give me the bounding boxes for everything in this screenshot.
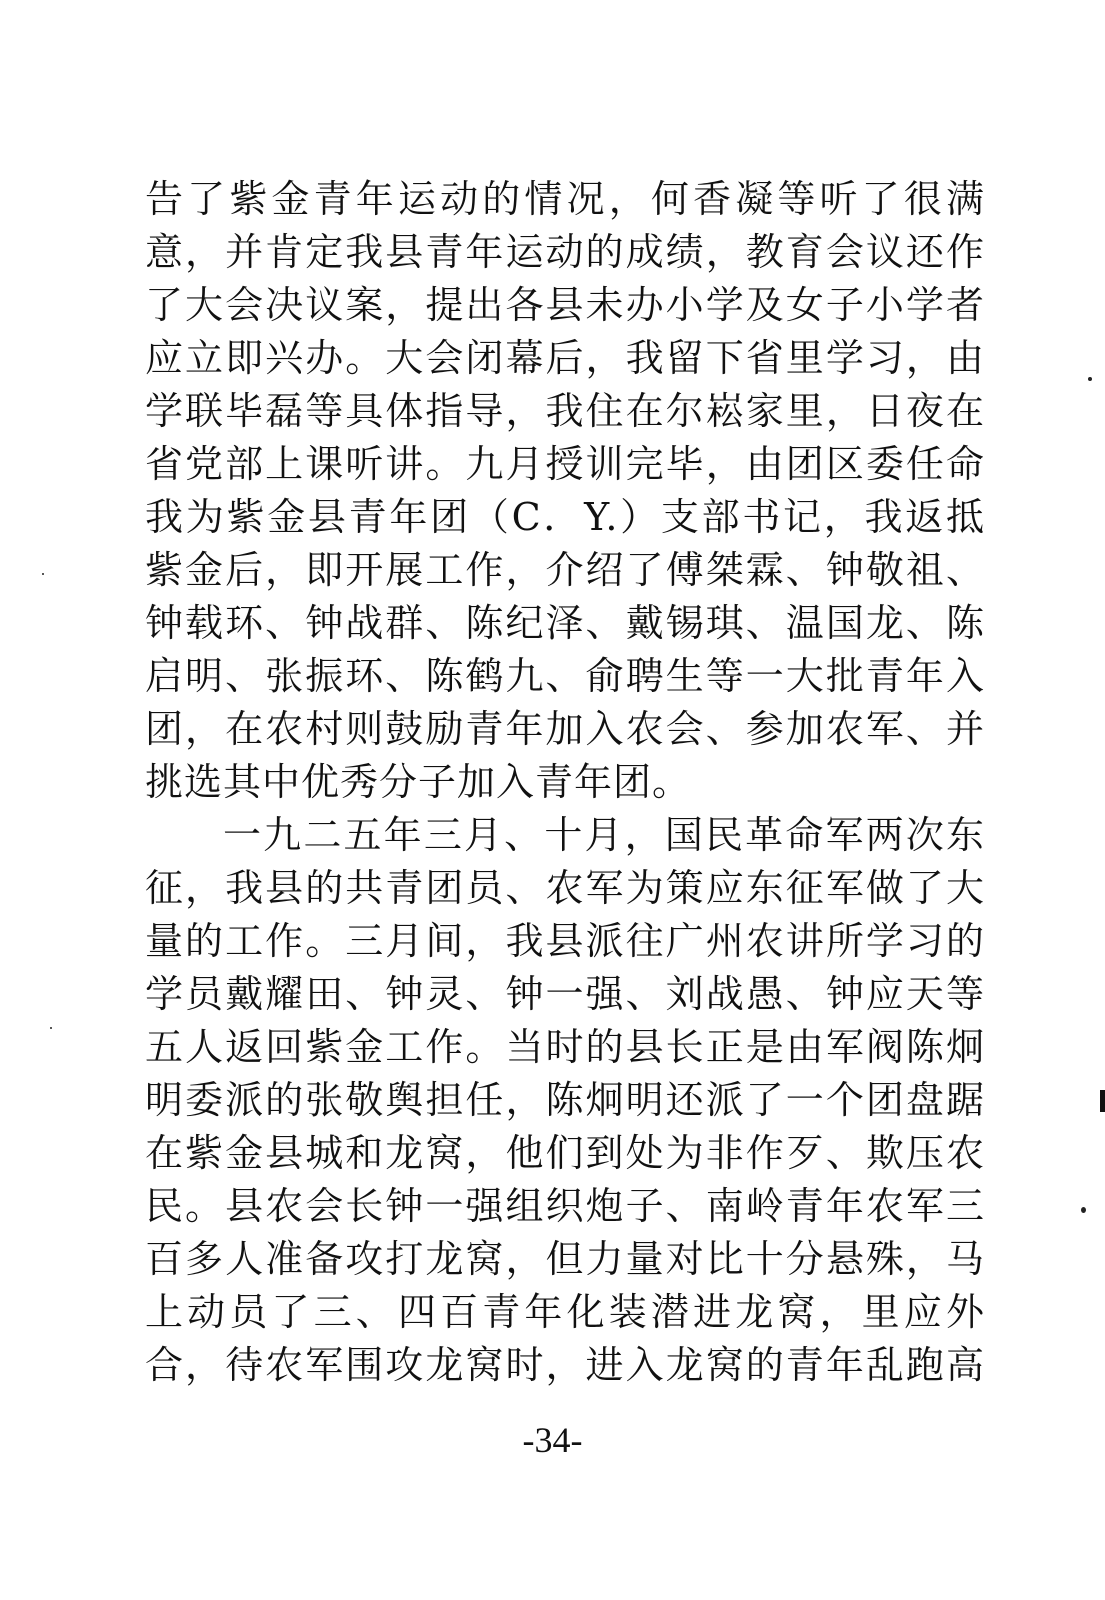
text-line: 学联毕磊等具体指导，我住在尔崧家里，日夜在: [145, 389, 985, 433]
text-line: 百多人准备攻打龙窝，但力量对比十分悬殊，马: [145, 1237, 985, 1281]
text-line: 了大会决议案，提出各县未办小学及女子小学者: [145, 283, 985, 327]
text-line: 意，并肯定我县青年运动的成绩，教育会议还作: [145, 230, 985, 274]
text-line: 应立即兴办。大会闭幕后，我留下省里学习，由: [145, 336, 985, 380]
text-line: 紫金后，即开展工作，介绍了傅桀霖、钟敬祖、: [145, 548, 985, 592]
text-line: 征，我县的共青团员、农军为策应东征军做了大: [145, 866, 985, 910]
text-line: 在紫金县城和龙窝，他们到处为非作歹、欺压农: [145, 1131, 985, 1175]
text-line: 我为紫金县青年团（C．Y.）支部书记，我返抵: [145, 495, 985, 539]
scan-speck: [1081, 1207, 1086, 1213]
text-line: 民。县农会长钟一强组织炮子、南岭青年农军三: [145, 1184, 985, 1228]
text-line: 明委派的张敬舆担任，陈炯明还派了一个团盘踞: [145, 1078, 985, 1122]
scan-speck: [1088, 377, 1092, 381]
text-line: 钟载环、钟战群、陈纪泽、戴锡琪、温国龙、陈: [145, 601, 985, 645]
scan-edge-mark: [1100, 1090, 1105, 1112]
text-line: 团，在农村则鼓励青年加入农会、参加农军、并: [145, 707, 985, 751]
text-line: 省党部上课听讲。九月授训完毕，由团区委任命: [145, 442, 985, 486]
text-line: 上动员了三、四百青年化装潜进龙窝，里应外: [145, 1290, 985, 1334]
text-line: 启明、张振环、陈鹤九、俞聘生等一大批青年入: [145, 654, 985, 698]
body-text: [145, 173, 985, 1392]
scan-speck: [42, 573, 44, 575]
text-line: 学员戴耀田、钟灵、钟一强、刘战愚、钟应天等: [145, 972, 985, 1016]
text-line: 五人返回紫金工作。当时的县长正是由军阀陈炯: [145, 1025, 985, 1069]
text-line: 量的工作。三月间，我县派往广州农讲所学习的: [145, 919, 985, 963]
text-line: 合，待农军围攻龙窝时，进入龙窝的青年乱跑高: [145, 1343, 985, 1387]
text-line: 一九二五年三月、十月，国民革命军两次东: [223, 813, 985, 857]
scan-speck: [50, 1027, 52, 1029]
text-line: 告了紫金青年运动的情况，何香凝等听了很满: [145, 177, 985, 221]
page-number: -34-: [522, 1420, 583, 1460]
text-line: 挑选其中优秀分子加入青年团。: [145, 760, 692, 804]
